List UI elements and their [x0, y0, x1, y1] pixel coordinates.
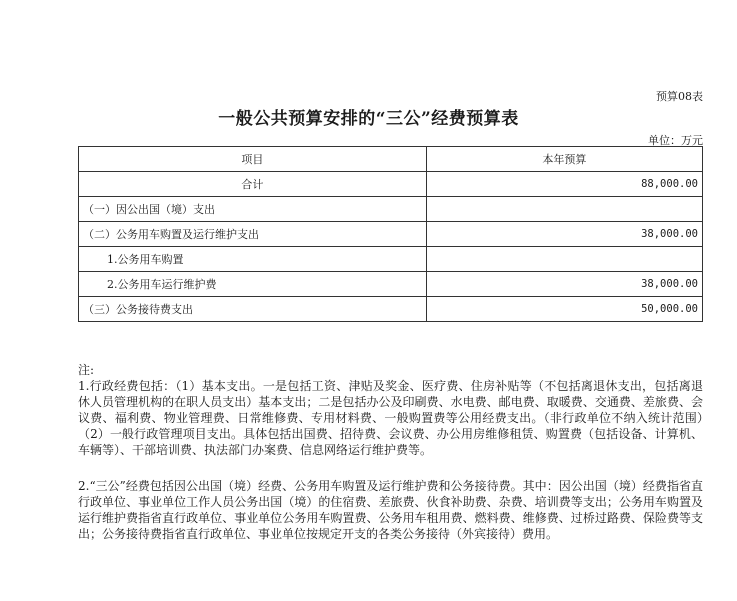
row-value-vehicles: 38,000.00 [426, 222, 702, 247]
row-value-vehicle-maintenance: 38,000.00 [426, 272, 702, 297]
row-label-vehicle-maintenance: 2.公务用车运行维护费 [79, 272, 427, 297]
table-row [79, 247, 703, 272]
notes-section [78, 362, 728, 542]
row-label-overseas: （一）因公出国（境）支出 [79, 197, 427, 222]
table-row [79, 272, 703, 297]
row-label-reception: （三）公务接待费支出 [79, 297, 427, 322]
table-header-row [79, 147, 703, 172]
row-value-vehicle-purchase [426, 247, 702, 272]
notes-paragraph-2: 2.“三公”经费包括因公出国（境）经费、公务用车购置及运行维护费和公务接待费。其中：因公出国（境）经费指省直行政单位、事业单位工作人员公务出国（境）的住宿费、差旅费、伙食补助费、杂费、培训费等支出；公务用车购置及运行维护费指省直行政单位、事业单位公务用车购置费、公务用车租用费、燃料费、维修费、过桥过路费、保险费等支出；公务接待费指省直行政单位、事业单位按规定开支的各类公务接待（外宾接待）费用。 [78, 479, 703, 541]
form-number: 预算08表 [656, 90, 703, 103]
budget-table [78, 146, 703, 322]
row-value-total: 88,000.00 [426, 172, 702, 197]
notes-paragraph-1: 1.行政经费包括：（1）基本支出。一是包括工资、津贴及奖金、医疗费、住房补贴等（不包括离退休支出，包括离退休人员管理机构的在职人员支出）基本支出；二是包括办公及印刷费、水电费、邮电费、取暖费、交通费、差旅费、会议费、福利费、物业管理费、日常维修费、专用材料费、一般购置费等公用经费支出。（非行政单位不纳入统计范围） （2）一般行政管理项目支出。具体包括出国费、招待费、会议费、办公用房维修租赁、购置费（包括设备、计算机、车辆等）、干部培训费、执法部门办案费、信息网络运行维护费等。 [78, 379, 728, 457]
table-row [79, 172, 703, 197]
page-title: 一般公共预算安排的“三公”经费预算表 [218, 109, 519, 129]
unit-label: 单位：万元 [648, 134, 703, 147]
column-header-item: 项目 [79, 147, 427, 172]
row-value-reception: 50,000.00 [426, 297, 702, 322]
row-label-vehicle-purchase: 1.公务用车购置 [79, 247, 427, 272]
column-header-value: 本年预算 [426, 147, 702, 172]
notes-heading: 注: [78, 363, 95, 377]
row-value-overseas [426, 197, 702, 222]
row-label-vehicles: （二）公务用车购置及运行维护支出 [79, 222, 427, 247]
row-label-total: 合计 [79, 172, 427, 197]
table-row [79, 197, 703, 222]
table-row [79, 297, 703, 322]
table-row [79, 222, 703, 247]
